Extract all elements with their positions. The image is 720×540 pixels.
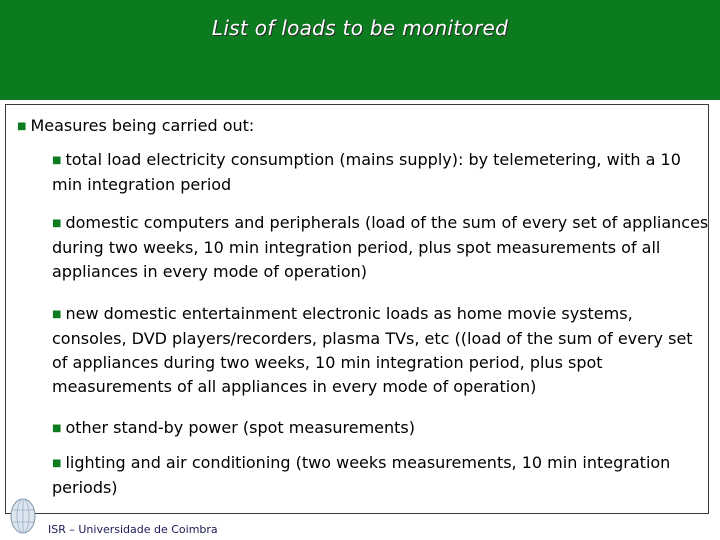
square-bullet-icon: ■ xyxy=(52,218,62,229)
globe-logo-icon xyxy=(8,494,38,536)
square-bullet-icon: ■ xyxy=(52,309,62,320)
main-bullet-text: Measures being carried out: xyxy=(30,116,255,135)
square-bullet-icon: ■ xyxy=(52,155,62,166)
main-bullet xyxy=(17,114,254,139)
square-bullet-icon: ■ xyxy=(52,423,62,434)
sub-bullet-text: lighting and air conditioning (two weeks measurements, 10 min integration periods) xyxy=(52,453,671,497)
square-bullet-icon: ■ xyxy=(52,458,62,469)
sub-bullet-entertainment xyxy=(52,302,712,399)
sub-bullet-text: new domestic entertainment electronic loads as home movie systems, consoles, DVD players/recorders, plasma TVs, etc ((load of the sum of every set of appliances during two weeks, 10 min integration period, plus spot measurements of all appliances in every mode of operation) xyxy=(52,304,693,396)
sub-bullet-total-load xyxy=(52,148,712,197)
sub-bullet-text: domestic computers and peripherals (load of the sum of every set of appliances during two weeks, 10 min integration period, plus spot measurements of all appliances in every mode of operation) xyxy=(52,213,709,281)
title-bar xyxy=(0,0,720,100)
footer-institution: ISR – Universidade de Coimbra xyxy=(48,523,218,536)
sub-bullet-standby xyxy=(52,416,712,441)
sub-bullet-text: total load electricity consumption (mains supply): by telemetering, with a 10 min integration period xyxy=(52,150,681,194)
sub-bullet-lighting xyxy=(52,451,712,500)
square-bullet-icon: ■ xyxy=(17,121,27,132)
sub-bullet-computers xyxy=(52,211,712,284)
page-title: List of loads to be monitored xyxy=(211,16,509,40)
sub-bullet-text: other stand-by power (spot measurements) xyxy=(65,418,415,437)
